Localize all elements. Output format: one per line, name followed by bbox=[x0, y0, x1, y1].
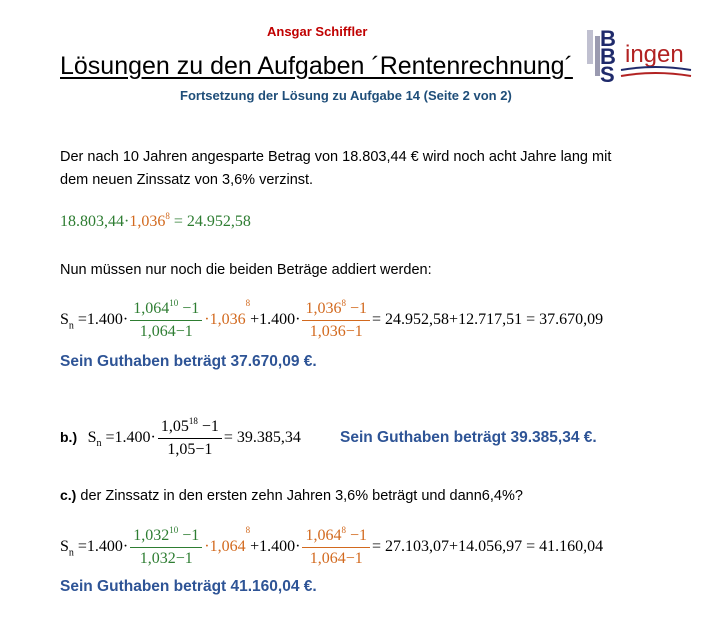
eqc-f1-num-exp: 10 bbox=[169, 525, 179, 535]
part-b bbox=[60, 418, 301, 459]
partb-fraction bbox=[158, 418, 222, 459]
eqc-f1-numerator bbox=[130, 527, 202, 548]
part-c-text: der Zinssatz in den ersten zehn Jahren 3,6% beträgt und dann6,4%? bbox=[80, 488, 523, 504]
part-b-equation bbox=[87, 416, 301, 458]
equation-1 bbox=[60, 213, 251, 231]
eqa-factor-exp: 8 bbox=[245, 298, 251, 308]
partb-denominator: 1,05−1 bbox=[167, 441, 213, 458]
result-a: Sein Guthaben beträgt 37.670,09 €. bbox=[60, 353, 317, 370]
page-subtitle: Fortsetzung der Lösung zu Aufgabe 14 (Seite 2 von 2) bbox=[180, 88, 512, 103]
eqa-f1-num-exp: 10 bbox=[169, 298, 179, 308]
logo-bar bbox=[587, 30, 593, 64]
eqa-f2-num-exp: 8 bbox=[341, 298, 346, 308]
eqa-lhs-sub: n bbox=[68, 320, 74, 332]
logo-letter-b2: B bbox=[600, 44, 616, 69]
eqc-f1-num-rest: −1 bbox=[178, 527, 200, 544]
eqc-plus: +1.400· bbox=[250, 538, 301, 556]
eqa-fraction-2 bbox=[302, 300, 370, 341]
eqc-mult: · bbox=[204, 538, 210, 556]
eqa-f2-num-rest: −1 bbox=[345, 300, 368, 317]
eqc-fraction-1 bbox=[130, 527, 202, 568]
step-text: Nun müssen nur noch die beiden Beträge addiert werden: bbox=[60, 262, 432, 278]
logo-letter-b1: B bbox=[600, 26, 616, 51]
logo-graphic bbox=[585, 26, 695, 86]
eqc-f2-numerator bbox=[302, 527, 370, 548]
eqc-f2-num-rest: −1 bbox=[345, 527, 368, 544]
eqc-lhs-sub: n bbox=[68, 547, 74, 559]
equation-c bbox=[60, 527, 603, 568]
eqc-factor-exp: 8 bbox=[245, 525, 251, 535]
partb-num-base: 1,05 bbox=[160, 418, 189, 435]
eqa-f2-num-base: 1,036 bbox=[305, 300, 342, 317]
eqa-f1-num-rest: −1 bbox=[178, 300, 200, 317]
partb-lhs-sub: n bbox=[96, 438, 102, 450]
eq1-amount: 18.803,44 bbox=[60, 213, 124, 230]
eqc-f2-denominator: 1,064−1 bbox=[309, 550, 363, 567]
eqc-f1-denominator: 1,032−1 bbox=[139, 550, 193, 567]
eqa-plus: +1.400· bbox=[250, 311, 301, 329]
partb-num-exp: 18 bbox=[188, 416, 198, 426]
eqa-f1-num-base: 1,064 bbox=[133, 300, 170, 317]
author-name: Ansgar Schiffler bbox=[267, 24, 368, 39]
bbs-bingen-logo bbox=[585, 26, 695, 86]
eqc-f1-num-base: 1,032 bbox=[133, 527, 170, 544]
logo-letter-s: S bbox=[600, 62, 615, 86]
eq1-result: = 24.952,58 bbox=[173, 213, 251, 230]
intro-line-1: Der nach 10 Jahren angesparte Betrag von 18.803,44 € wird noch acht Jahre lang mit bbox=[60, 149, 612, 165]
result-c: Sein Guthaben beträgt 41.160,04 €. bbox=[60, 578, 317, 595]
partb-numerator bbox=[158, 418, 222, 439]
eqc-f2-num-base: 1,064 bbox=[305, 527, 342, 544]
equation-a bbox=[60, 300, 603, 341]
part-c-question bbox=[60, 484, 523, 508]
partb-rhs: = 39.385,34 bbox=[223, 429, 301, 447]
eqc-factor: 1,064 bbox=[209, 538, 246, 556]
part-c-label: c.) bbox=[60, 487, 77, 503]
page-title: Lösungen zu den Aufgaben ´Rentenrechnung´ bbox=[60, 52, 573, 80]
partb-lhs: S bbox=[87, 429, 97, 447]
eqa-f1-numerator bbox=[130, 300, 202, 321]
eqc-lhs: S bbox=[60, 538, 69, 556]
partb-eq: =1.400· bbox=[105, 429, 156, 447]
eqa-factor: 1,036 bbox=[209, 311, 246, 329]
eqa-mult: · bbox=[204, 311, 210, 329]
eqa-f1-denominator: 1,064−1 bbox=[139, 323, 193, 340]
result-b: Sein Guthaben beträgt 39.385,34 €. bbox=[340, 429, 597, 446]
eq1-exponent: 8 bbox=[165, 211, 170, 221]
eqa-lhs: S bbox=[60, 311, 69, 329]
eqc-eq: =1.400· bbox=[77, 538, 129, 556]
eqc-rhs: = 27.103,07+14.056,97 = 41.160,04 bbox=[372, 538, 604, 556]
eq1-factor: 1,036 bbox=[129, 213, 166, 230]
eqa-f2-numerator bbox=[302, 300, 370, 321]
partb-num-rest: −1 bbox=[197, 418, 219, 435]
eqc-fraction-2 bbox=[302, 527, 370, 568]
eqa-eq: =1.400· bbox=[77, 311, 129, 329]
eq1-dot: · bbox=[124, 213, 130, 230]
eqa-fraction-1 bbox=[130, 300, 202, 341]
intro-line-2: dem neuen Zinssatz von 3,6% verzinst. bbox=[60, 172, 314, 188]
part-b-label: b.) bbox=[60, 429, 78, 446]
eqa-rhs: = 24.952,58+12.717,51 = 37.670,09 bbox=[372, 311, 604, 329]
logo-wave bbox=[621, 73, 691, 76]
eqa-f2-denominator: 1,036−1 bbox=[309, 323, 363, 340]
eqc-f2-num-exp: 8 bbox=[341, 525, 346, 535]
logo-word: ingen bbox=[625, 41, 684, 68]
